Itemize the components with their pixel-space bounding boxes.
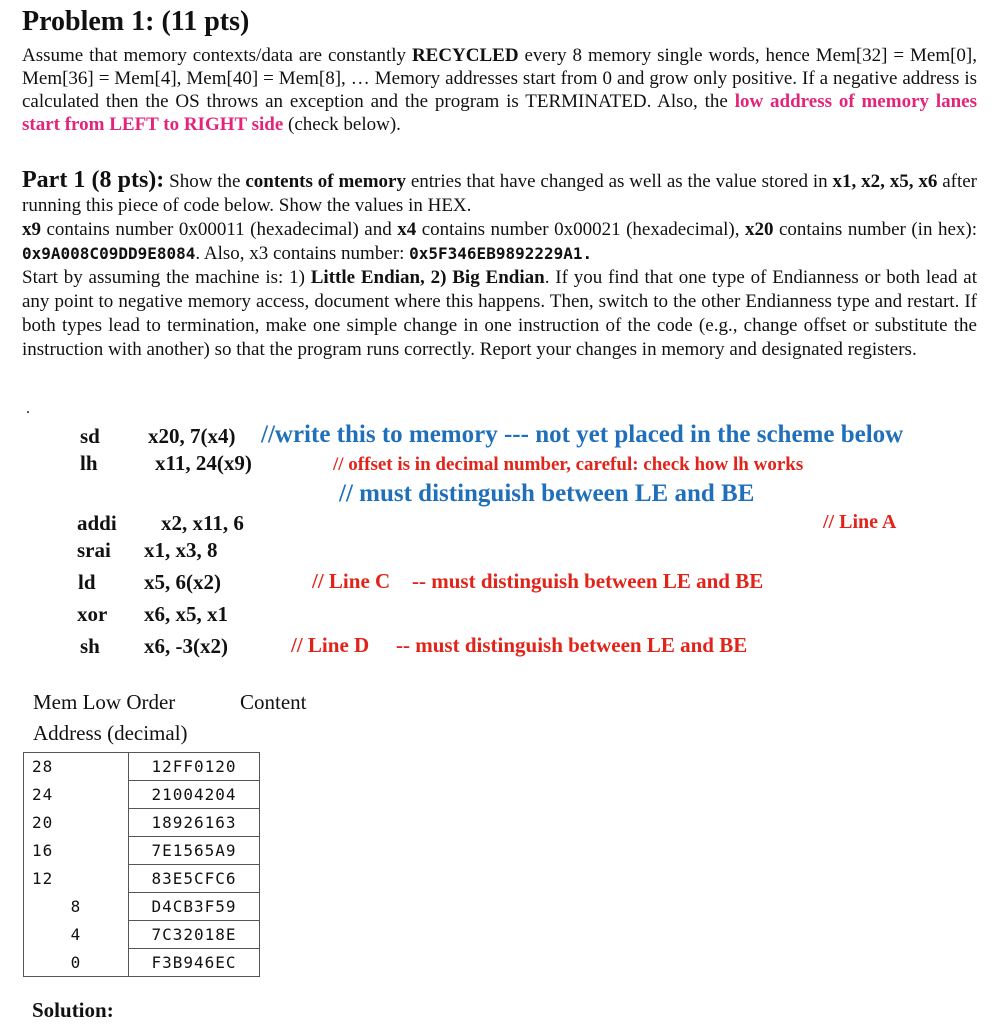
memory-table — [23, 752, 260, 977]
part1-register: x20 — [745, 219, 774, 240]
memory-row — [24, 865, 260, 893]
mem-address: 16 — [32, 841, 54, 860]
mem-header-content: Content — [240, 690, 307, 714]
recycled-keyword: RECYCLED — [411, 45, 519, 66]
comment-line-d-note: -- must distinguish between LE and BE — [396, 633, 748, 657]
comment-line-a: // Line A — [823, 511, 897, 533]
mem-header-address-2: Address (decimal) — [33, 721, 188, 745]
comment-line-c-note: -- must distinguish between LE and BE — [412, 569, 764, 593]
code-op-ld: ld — [78, 570, 96, 594]
part1-register: x9 — [22, 219, 41, 240]
mem-content: 7C32018E — [129, 921, 260, 949]
mem-address: 8 — [70, 897, 82, 916]
part1-text: contains number 0x00011 (hexadecimal) and — [41, 219, 398, 240]
part1-heading: Part 1 (8 pts): — [22, 167, 165, 193]
memory-row — [24, 809, 260, 837]
code-args-xor: x6, x5, x1 — [144, 602, 228, 626]
problem-title: Problem 1: (11 pts) — [22, 6, 250, 37]
comment-sd: //write this to memory --- not yet placed in the scheme below — [261, 421, 904, 448]
solution-label: Solution: — [32, 998, 114, 1022]
memory-row — [24, 921, 260, 949]
code-args-srai: x1, x3, 8 — [144, 538, 218, 562]
statement-text: (check below). — [283, 114, 401, 135]
endianness-list: Little Endian, 2) Big Endian — [310, 267, 545, 288]
comment-line-d: // Line D — [291, 633, 370, 657]
code-args-addi: x2, x11, 6 — [161, 511, 244, 535]
mem-content: D4CB3F59 — [129, 893, 260, 921]
part1-description — [22, 168, 977, 362]
mem-address: 20 — [32, 813, 54, 832]
part1-text: Show the — [164, 171, 246, 192]
mem-content: 7E1565A9 — [129, 837, 260, 865]
part1-text: Start by assuming the machine is: 1) — [22, 267, 311, 288]
code-op-xor: xor — [77, 602, 108, 626]
mem-address: 4 — [70, 925, 82, 944]
comment-lh-2: // must distinguish between LE and BE — [339, 480, 755, 507]
mem-address: 12 — [32, 869, 54, 888]
memory-row — [24, 949, 260, 977]
code-op-srai: srai — [77, 538, 111, 562]
comment-lh: // offset is in decimal number, careful: check how lh works — [333, 454, 804, 475]
code-op-sd: sd — [80, 424, 100, 448]
code-args-ld: x5, 6(x2) — [144, 570, 221, 594]
statement-text: Assume that memory contexts/data are constantly — [22, 45, 412, 66]
part1-text: . If you find that one type of Endianness or both lead at any point to negative memory access, document where this happens. Then, switch to the other Endianness type and restart. If both types lead to termination, make one simple change in one instruction of the code (e.g., change offset or substitute the instruction with another) so that the program runs correctly. Report your changes in memory and designated registers. — [22, 267, 977, 360]
memory-row — [24, 753, 260, 781]
code-args-sh: x6, -3(x2) — [144, 634, 228, 658]
statement-text: every 8 memory single words, hence Mem[32] = Mem[0], Mem[36] = Mem[4], Mem[40] = Mem[8], … Memory addresses start from 0 and grow only positive. If a negative address is calculated then the OS throws an exception and the program is TERMINATED. Also, the — [22, 45, 977, 112]
mem-address: 24 — [32, 785, 54, 804]
x20-value: 0x9A008C09DD9E8084 — [22, 244, 196, 263]
mem-content: 12FF0120 — [129, 753, 260, 781]
x3-value: 0x5F346EB9892229A1. — [409, 244, 593, 263]
code-op-sh: sh — [80, 634, 100, 658]
part1-text: contains number (in hex): — [773, 219, 977, 240]
part1-text: . Also, x3 contains number: — [195, 243, 410, 264]
memory-row — [24, 837, 260, 865]
code-op-addi: addi — [77, 511, 117, 535]
part1-text: entries that have changed as well as the value stored in — [405, 171, 833, 192]
part1-text: after running this piece of code below. Show the values in HEX. — [22, 171, 977, 216]
part1-text: contains number 0x00021 (hexadecimal), — [416, 219, 745, 240]
code-op-lh: lh — [80, 451, 98, 475]
mem-header-address-1: Mem Low Order — [33, 690, 176, 714]
mem-content: 83E5CFC6 — [129, 865, 260, 893]
part1-register: x4 — [397, 219, 417, 240]
bullet-dot: . — [26, 400, 30, 417]
mem-address: 0 — [70, 952, 82, 972]
memory-row — [24, 893, 260, 921]
comment-line-c: // Line C — [312, 569, 391, 593]
code-args-lh: x11, 24(x9) — [155, 451, 252, 475]
problem-statement — [22, 44, 977, 136]
part1-registers: x1, x2, x5, x6 — [832, 171, 938, 192]
mem-address: 28 — [32, 757, 54, 777]
part1-text: contents of memory — [245, 171, 406, 192]
mem-content: 21004204 — [129, 781, 260, 809]
code-args-sd: x20, 7(x4) — [148, 424, 236, 448]
memory-row — [24, 781, 260, 809]
lanes-note: low address of memory lanes start from LEFT to RIGHT side — [22, 91, 978, 135]
mem-content: 18926163 — [129, 809, 260, 837]
mem-content: F3B946EC — [129, 949, 260, 977]
